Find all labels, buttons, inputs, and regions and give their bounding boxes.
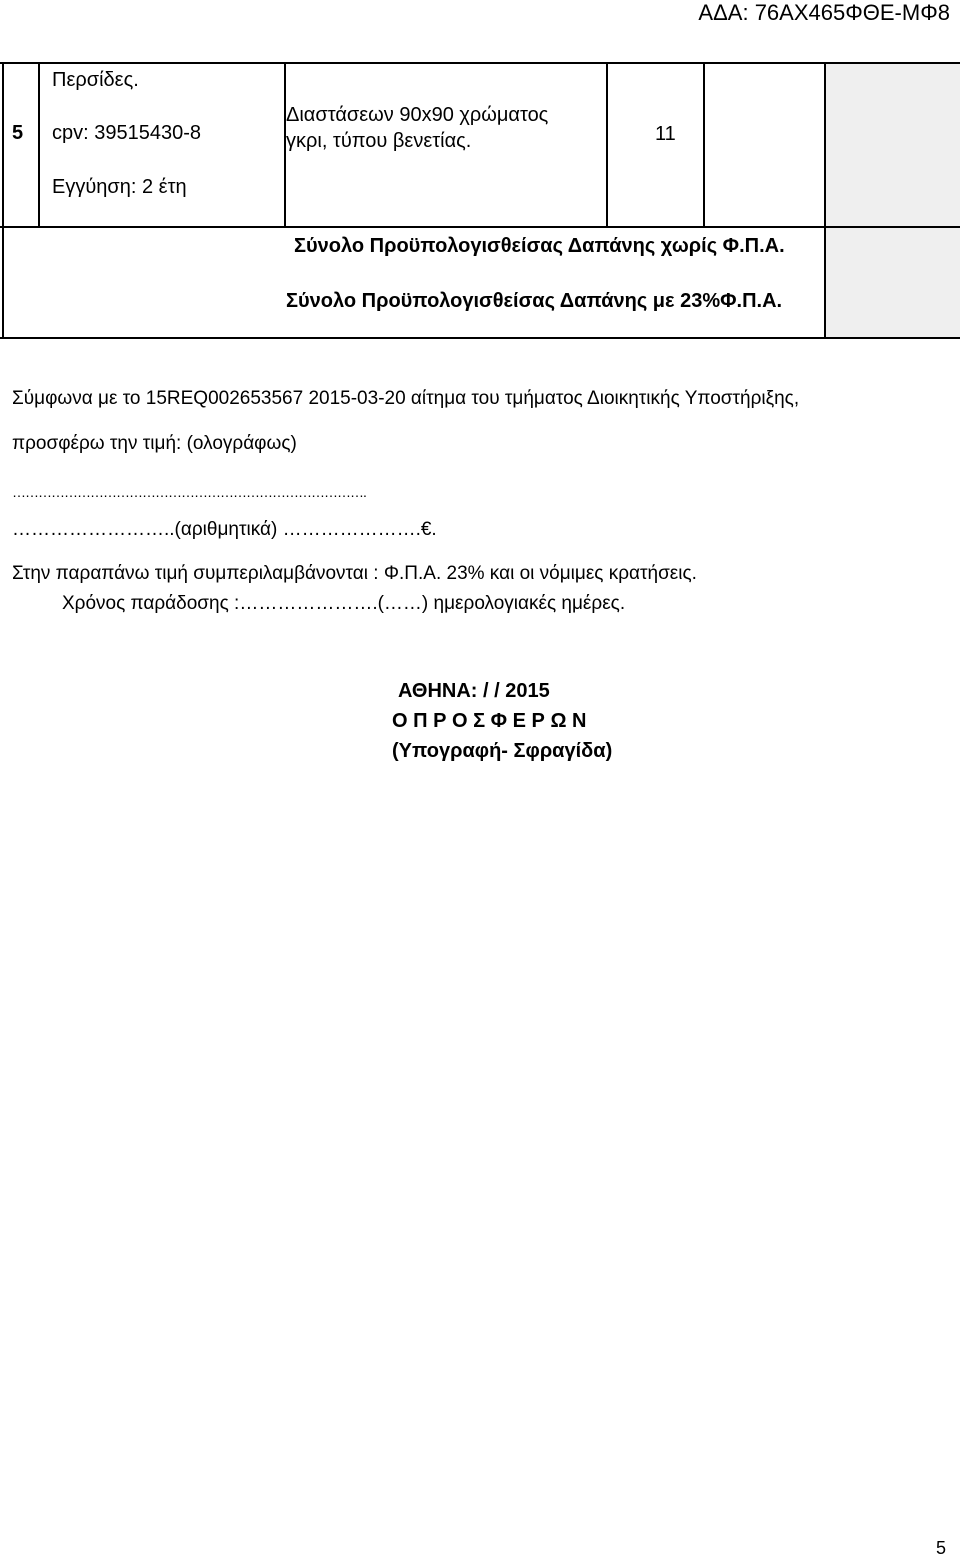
date-line: ΑΘΗΝΑ: / / 2015 (398, 680, 550, 702)
price-in-numbers: ……………………..(αριθμητικά) ………………….€. (12, 519, 437, 540)
page-number: 5 (935, 1538, 946, 1558)
budget-table (0, 0, 960, 340)
price-in-words-blank: ………………………………………………………………………. (12, 484, 366, 500)
total-with-vat: Σύνολο Προϋπολογισθείσας Δαπάνης με 23%Φ.Π.Α. (286, 290, 783, 312)
quantity: 11 (655, 123, 676, 145)
ada-code: ΑΔΑ: 76ΑΧ465ΦΘΕ-ΜΦ8 (698, 0, 950, 25)
description-line-2: γκρι, τύπου βενετίας. (286, 130, 472, 152)
item-warranty: Εγγύηση: 2 έτη (52, 176, 187, 198)
vat-included-note: Στην παραπάνω τιμή συμπεριλαμβάνονται : Φ.Π.Α. 23% και οι νόμιμες κρατήσεις. (12, 563, 697, 584)
description-line-1: Διαστάσεων 90x90 χρώματος (286, 104, 549, 126)
shaded-cell-totals (825, 228, 960, 338)
delivery-time: Χρόνος παράδοσης :………………….(……) ημερολογιακές ημέρες. (62, 593, 626, 614)
item-cpv: cpv: 39515430-8 (52, 122, 202, 144)
shaded-cell-top (825, 63, 960, 227)
row-number: 5 (12, 122, 24, 144)
offerer-label: Ο Π Ρ Ο Σ Φ Ε Ρ Ω Ν (392, 710, 587, 732)
offer-statement: Σύμφωνα με το 15REQ002653567 2015-03-20 αίτημα του τμήματος Διοικητικής Υποστήριξης, (12, 388, 800, 409)
total-without-vat: Σύνολο Προϋπολογισθείσας Δαπάνης χωρίς Φ.Π.Α. (294, 235, 785, 257)
item-name: Περσίδες. (52, 69, 139, 91)
price-in-words-label: προσφέρω την τιμή: (ολογράφως) (12, 433, 297, 454)
signature-stamp-label: (Υπογραφή- Σφραγίδα) (392, 740, 613, 762)
